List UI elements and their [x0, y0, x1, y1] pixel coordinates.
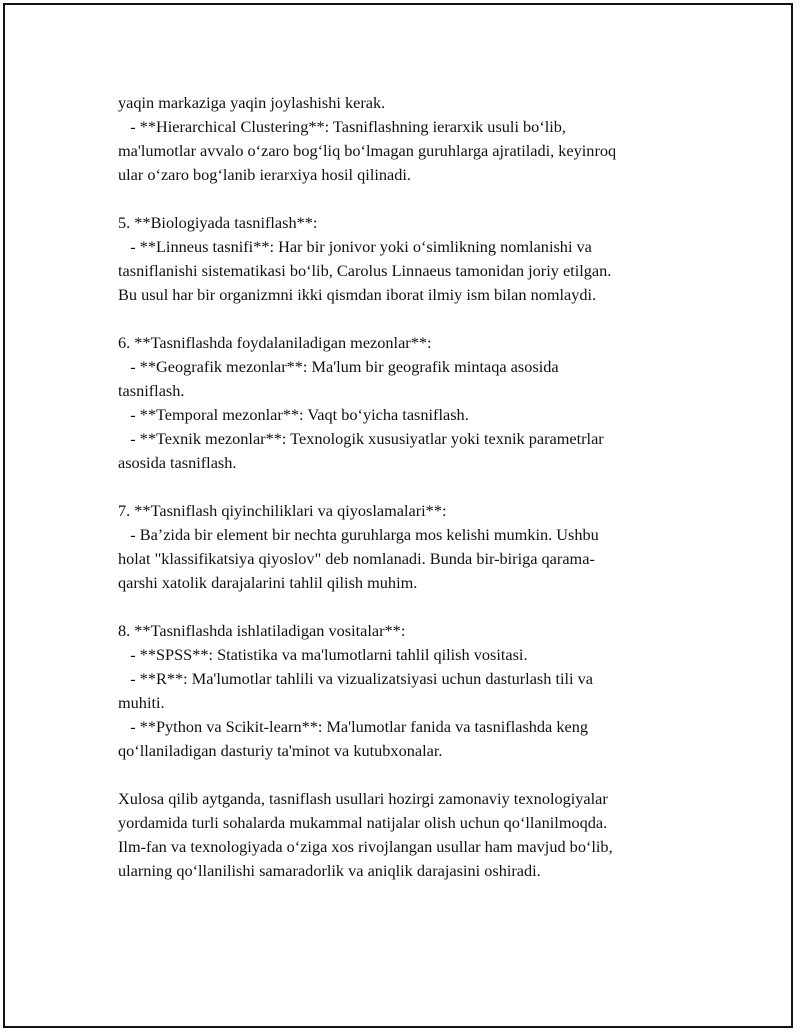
text-line: tasniflash. — [118, 381, 185, 400]
text-line: - **SPSS**: Statistika va ma'lumotlarni tahlil qilish vositasi. — [118, 645, 528, 664]
text-line: - **Texnik mezonlar**: Texnologik xususiyatlar yoki texnik parametrlar — [118, 429, 604, 448]
text-line: - **R**: Ma'lumotlar tahlili va vizualizatsiyasi uchun dasturlash tili va — [118, 669, 593, 688]
text-line: ular o‘zaro bog‘lanib ierarxiya hosil qilinadi. — [118, 165, 411, 184]
document-body — [118, 91, 698, 883]
paragraph-spacer — [118, 763, 698, 787]
section-heading: 7. **Tasniflash qiyinchiliklari va qiyoslamalari**: — [118, 501, 447, 520]
paragraph-spacer — [118, 307, 698, 331]
text-line: holat "klassifikatsiya qiyoslov" deb nomlanadi. Bunda bir-biriga qarama- — [118, 549, 595, 568]
conclusion-line: Ilm-fan va texnologiyada o‘ziga xos rivojlangan usullar ham mavjud bo‘lib, — [118, 837, 613, 856]
text-line: - **Hierarchical Clustering**: Tasniflashning ierarxik usuli bo‘lib, — [118, 117, 567, 136]
section-heading: 5. **Biologiyada tasniflash**: — [118, 213, 318, 232]
text-line: - **Python va Scikit-learn**: Ma'lumotlar fanida va tasniflashda keng — [118, 717, 589, 736]
section-heading: 6. **Tasniflashda foydalaniladigan mezonlar**: — [118, 333, 432, 352]
conclusion-line: Xulosa qilib aytganda, tasniflash usullari hozirgi zamonaviy texnologiyalar — [118, 789, 608, 808]
text-line: qarshi xatolik darajalarini tahlil qilish muhim. — [118, 573, 418, 592]
conclusion-line: yordamida turli sohalarda mukammal natijalar olish uchun qo‘llanilmoqda. — [118, 813, 608, 832]
text-line: qo‘llaniladigan dasturiy ta'minot va kutubxonalar. — [118, 741, 443, 760]
paragraph-spacer — [118, 595, 698, 619]
text-line: - Ba’zida bir element bir nechta guruhlarga mos kelishi mumkin. Ushbu — [118, 525, 599, 544]
text-line: - **Temporal mezonlar**: Vaqt bo‘yicha tasniflash. — [118, 405, 469, 424]
text-line: muhiti. — [118, 693, 165, 712]
paragraph-spacer — [118, 475, 698, 499]
text-line: yaqin markaziga yaqin joylashishi kerak. — [118, 93, 386, 112]
section-heading: 8. **Tasniflashda ishlatiladigan vositalar**: — [118, 621, 406, 640]
text-line: Bu usul har bir organizmni ikki qismdan iborat ilmiy ism bilan nomlaydi. — [118, 285, 597, 304]
text-line: - **Linneus tasnifi**: Har bir jonivor yoki o‘simlikning nomlanishi va — [118, 237, 592, 256]
text-line: asosida tasniflash. — [118, 453, 237, 472]
text-line: ma'lumotlar avvalo o‘zaro bog‘liq bo‘lmagan guruhlarga ajratiladi, keyinroq — [118, 141, 617, 160]
paragraph-spacer — [118, 187, 698, 211]
text-line: - **Geografik mezonlar**: Ma'lum bir geografik mintaqa asosida — [118, 357, 559, 376]
conclusion-line: ularning qo‘llanilishi samaradorlik va aniqlik darajasini oshiradi. — [118, 861, 541, 880]
text-line: tasniflanishi sistematikasi bo‘lib, Carolus Linnaeus tamonidan joriy etilgan. — [118, 261, 612, 280]
